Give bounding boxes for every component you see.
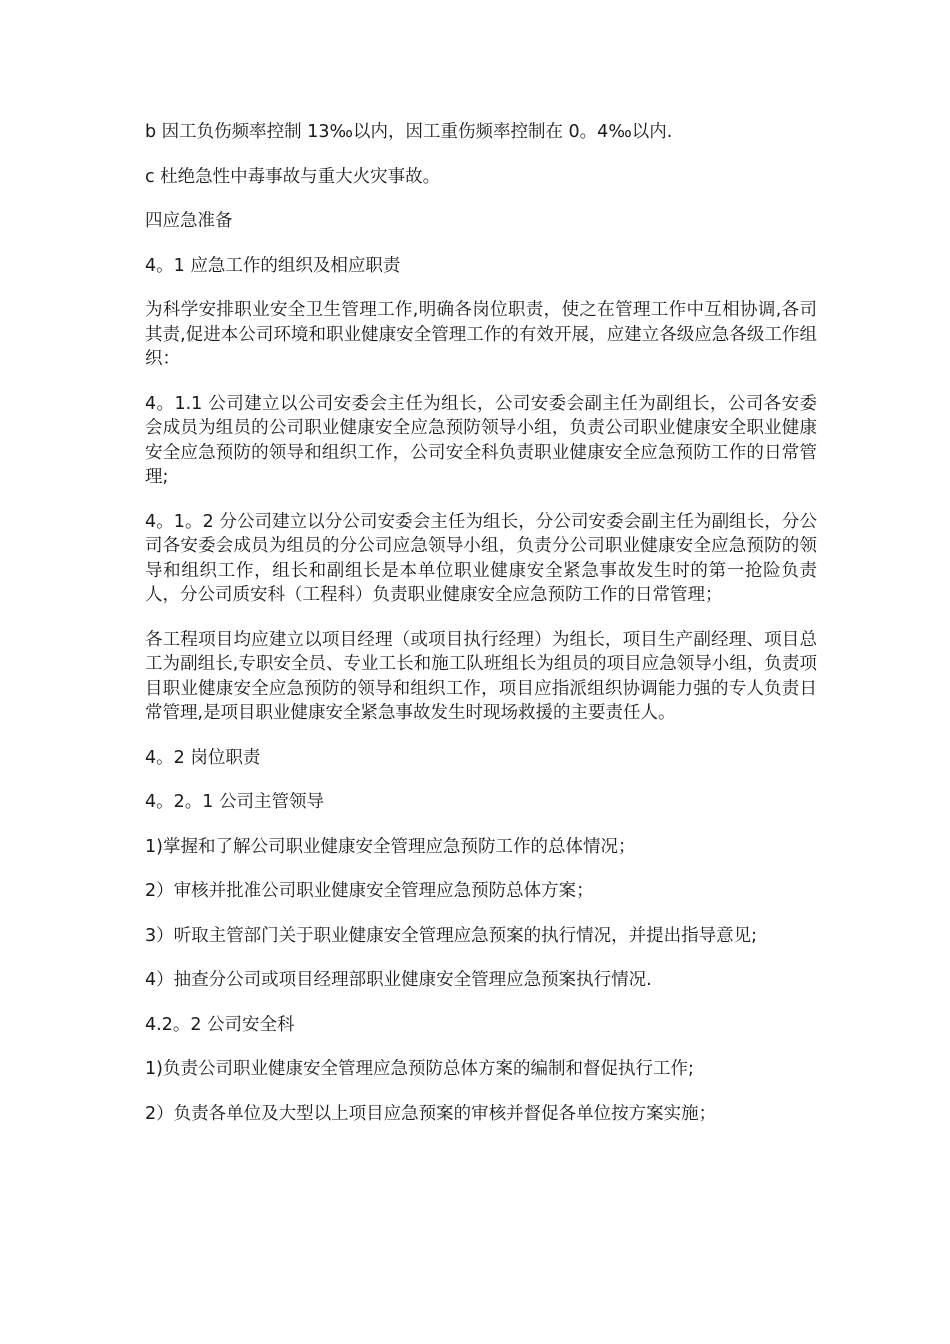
list-item-leader-duty-2: 2）审核并批准公司职业健康安全管理应急预防总体方案；: [145, 881, 594, 901]
list-item-safety-dept-duty-2: 2）负责各单位及大型以上项目应急预案的审核并督促各单位按方案实施；: [145, 1103, 717, 1124]
list-item-leader-duty-3: 3）听取主管部门关于职业健康安全管理应急预案的执行情况，并提出指导意见;: [145, 925, 758, 946]
list-item-leader-duty-4: 4）抽查分公司或项目经理部职业健康安全管理应急预案执行情况.: [145, 970, 652, 990]
subsection-heading-4-1: 4。1 应急工作的组织及相应职责: [145, 255, 401, 276]
paragraph-4-1-1: 4。1.1 公司建立以公司安委会主任为组长，公司安委会副主任为副组长，公司各安委会成员为组员的公司职业健康安全应急预防领导小组，负责公司职业健康安全职业健康安全应急预防的领导和组织工作，公司安全科负责职业健康安全应急预防工作的日常管理;: [145, 393, 817, 487]
paragraph-organization-intro: 为科学安排职业安全卫生管理工作,明确各岗位职责，使之在管理工作中互相协调,各司其责,促进本公司环境和职业健康安全管理工作的有效开展，应建立各级应急各级工作组织：: [145, 300, 817, 369]
paragraph-project-organization: 各工程项目均应建立以项目经理（或项目执行经理）为组长，项目生产副经理、项目总工为副组长,专职安全员、专业工长和施工队班组长为组员的项目应急领导小组，负责项目职业健康安全应急预防的领导和组织工作，项目应指派组织协调能力强的专人负责日常管理,是项目职业健康安全紧急事故发生时现场救援的主要责任人。: [145, 629, 817, 723]
document-page: [145, 120, 817, 1146]
subsection-heading-4-2-2: 4.2。2 公司安全科: [145, 1014, 295, 1035]
section-heading-emergency-preparation: 四应急准备: [145, 211, 233, 231]
list-item-leader-duty-1: 1)掌握和了解公司职业健康安全管理应急预防工作的总体情况；: [145, 836, 636, 857]
paragraph-4-1-2: 4。1。2 分公司建立以分公司安委会主任为组长，分公司安委会副主任为副组长，分公司各安委会成员为组员的分公司应急领导小组，负责分公司职业健康安全应急预防的领导和组织工作，组长和副组长是本单位职业健康安全紧急事故发生时的第一抢险负责人，分公司质安科（工程科）负责职业健康安全应急预防工作的日常管理；: [145, 511, 817, 605]
list-item-safety-dept-duty-1: 1)负责公司职业健康安全管理应急预防总体方案的编制和督促执行工作;: [145, 1059, 694, 1079]
paragraph-accident-prevention: c 杜绝急性中毒事故与重大火灾事故。: [145, 166, 441, 187]
subsection-heading-4-2: 4。2 岗位职责: [145, 747, 261, 768]
paragraph-injury-rate: b 因工负伤频率控制 13‰以内，因工重伤频率控制在 0。4‰以内.: [145, 122, 673, 142]
subsection-heading-4-2-1: 4。2。1 公司主管领导: [145, 792, 324, 812]
